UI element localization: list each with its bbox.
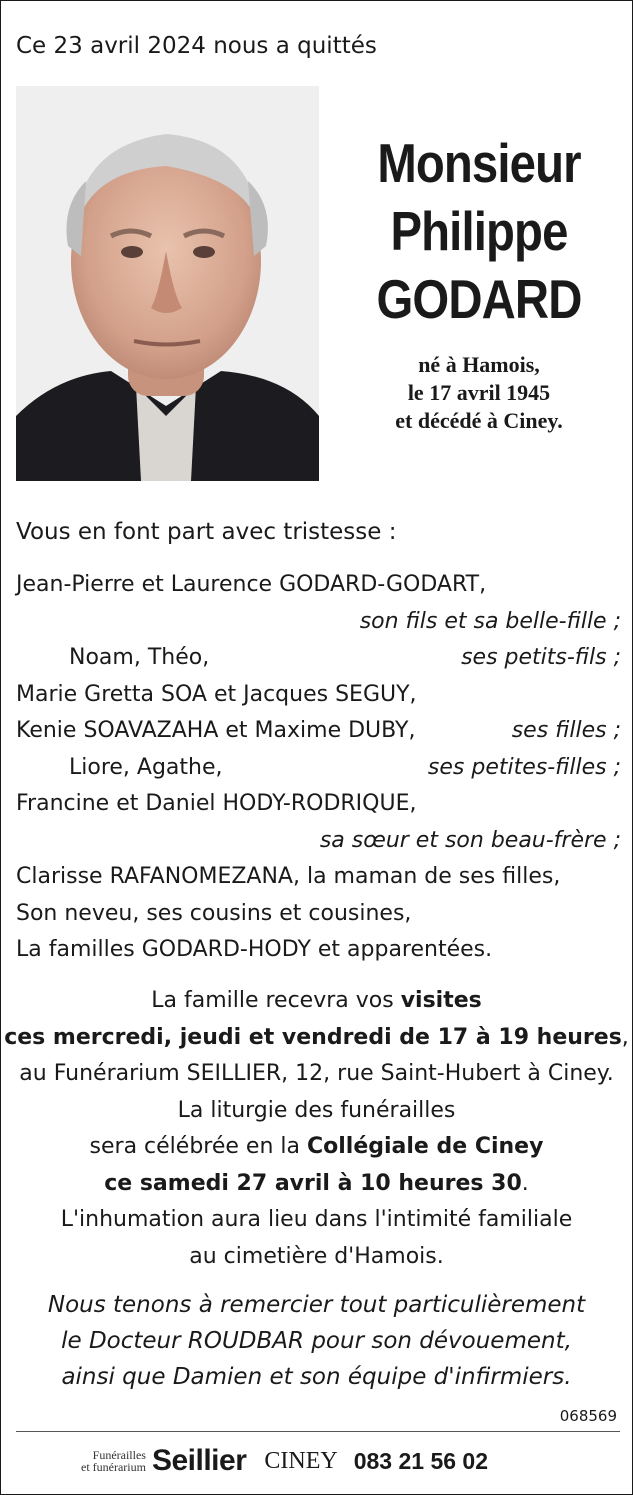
intro-line: Ce 23 avril 2024 nous a quittés xyxy=(16,33,377,59)
birth-death-info xyxy=(331,351,627,435)
funeral-date: ce samedi 27 avril à 10 heures 30 xyxy=(104,1170,522,1196)
family-row xyxy=(16,823,621,860)
birth-place: né à Hamois, xyxy=(418,352,540,377)
family-name: Jean-Pierre et Laurence GODARD-GODART, xyxy=(16,572,487,597)
family-name: La familles GODARD-HODY et apparentées. xyxy=(16,937,493,962)
visit-text: La famille recevra vos xyxy=(151,988,401,1013)
family-name: Francine et Daniel HODY-RODRIQUE, xyxy=(16,791,417,816)
family-row xyxy=(16,750,621,787)
deceased-name xyxy=(352,129,607,333)
death-place: et décédé à Ciney. xyxy=(395,408,563,433)
brand-city: CINEY xyxy=(264,1447,338,1474)
church-name: Collégiale de Ciney xyxy=(306,1134,544,1159)
family-relation: ses filles ; xyxy=(511,718,621,743)
visit-line: L'inhumation aura lieu dans l'intimité familiale xyxy=(60,1207,573,1232)
thanks-message xyxy=(1,1287,632,1395)
announcement: Vous en font part avec tristesse : xyxy=(16,519,397,545)
family-name: Clarisse RAFANOMEZANA, la maman de ses filles, xyxy=(16,864,561,889)
visit-text: sera célébrée en la xyxy=(89,1134,307,1159)
visit-line: La liturgie des funérailles xyxy=(177,1097,456,1123)
deceased-last-name: GODARD xyxy=(376,268,582,330)
visit-text: . xyxy=(521,1170,529,1196)
thanks-line: le Docteur ROUDBAR pour son dévouement, xyxy=(61,1328,572,1354)
thanks-line: ainsi que Damien et son équipe d'infirmiers. xyxy=(61,1364,572,1390)
reference-number: 068569 xyxy=(559,1407,617,1425)
family-relation: sa sœur et son beau-frère ; xyxy=(319,827,621,853)
family-row xyxy=(16,677,621,714)
family-row xyxy=(16,932,621,969)
family-name: Marie Gretta SOA et Jacques SEGUY, xyxy=(16,681,417,707)
visit-line: au Funérarium SEILLIER, 12, rue Saint-Hubert à Ciney. xyxy=(19,1061,614,1086)
family-relation: son fils et sa belle-fille ; xyxy=(359,608,621,634)
visit-text: , xyxy=(621,1024,629,1050)
footer-divider xyxy=(16,1431,620,1432)
thanks-line: Nous tenons à remercier tout particulièrement xyxy=(47,1292,586,1318)
visit-line xyxy=(1,1129,632,1166)
family-relation: ses petites-filles ; xyxy=(427,754,621,780)
brand-tagline-line: Funérailles xyxy=(92,1448,146,1462)
visit-line xyxy=(1,1020,632,1057)
family-row xyxy=(16,859,621,896)
family-name: Noam, Théo, xyxy=(69,645,210,670)
brand-tagline xyxy=(81,1449,146,1473)
deceased-first-name: Philippe xyxy=(390,200,568,262)
family-list xyxy=(16,567,621,969)
visit-line: au cimetière d'Hamois. xyxy=(189,1243,444,1269)
visit-line xyxy=(1,983,632,1020)
birth-date: le 17 avril 1945 xyxy=(407,380,551,405)
phone-number: 083 21 56 02 xyxy=(353,1447,488,1474)
brand-name: Seillier xyxy=(151,1444,247,1477)
brand-tagline-line: et funérarium xyxy=(81,1460,146,1474)
family-name: Kenie SOAVAZAHA et Maxime DUBY, xyxy=(16,718,416,743)
visit-line xyxy=(1,1166,632,1203)
portrait-photo xyxy=(16,86,319,481)
funeral-home-footer xyxy=(81,1441,488,1481)
family-relation: ses petits-fils ; xyxy=(461,645,621,670)
family-row xyxy=(16,604,621,641)
family-row xyxy=(16,567,621,604)
deceased-title: Monsieur xyxy=(377,132,581,194)
visit-info xyxy=(1,983,632,1275)
family-name: Liore, Agathe, xyxy=(69,754,223,780)
family-row xyxy=(16,713,621,750)
visit-hours: ces mercredi, jeudi et vendredi de 17 à 19 heures xyxy=(4,1024,622,1050)
family-row xyxy=(16,640,621,677)
family-name: Son neveu, ses cousins et cousines, xyxy=(16,900,412,926)
family-row xyxy=(16,896,621,933)
visit-bold: visites xyxy=(400,988,482,1013)
family-row xyxy=(16,786,621,823)
